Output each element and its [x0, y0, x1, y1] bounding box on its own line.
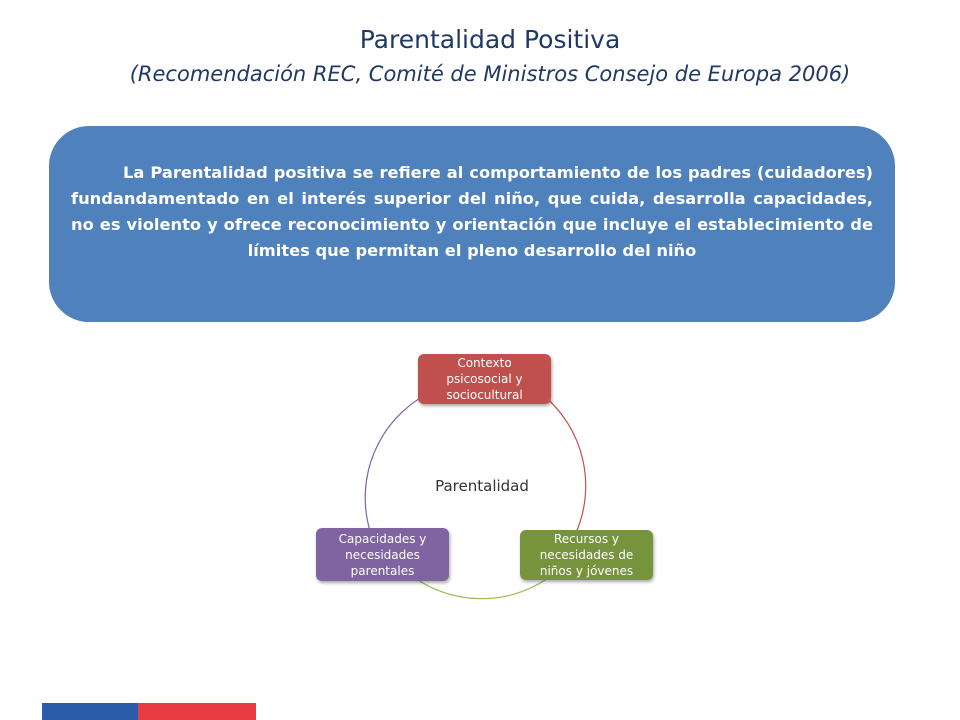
slide-subtitle: (Recomendación REC, Comité de Ministros Consejo de Europa 2006)	[129, 62, 851, 86]
flag-bar-blue	[42, 703, 138, 720]
node-capacidades	[316, 528, 449, 581]
definition-box	[49, 126, 895, 322]
flag-bar-red	[138, 703, 256, 720]
slide-title: Parentalidad Positiva	[359, 25, 621, 54]
parentalidad-cycle-diagram	[300, 345, 680, 635]
cycle-arc-red	[543, 395, 586, 535]
node-contexto-label: Contexto psicosocial y sociocultural	[446, 356, 523, 402]
definition-text: La Parentalidad positiva se refiere al comportamiento de los padres (cuidadores) fundandamentado en el interés superior del niño, que cuida, desarrolla capacidades, no es violento y ofrece reconocimiento y orientación que incluye el establecimiento de límites que permitan el pleno desarrollo del niño	[71, 163, 873, 260]
node-recursos-label: Recursos y necesidades de niños y jóvenes	[539, 532, 634, 578]
node-recursos	[520, 530, 653, 580]
center-label: Parentalidad	[435, 477, 529, 495]
cycle-arc-purple	[365, 394, 427, 531]
node-capacidades-label: Capacidades y necesidades parentales	[338, 531, 427, 578]
node-contexto	[418, 354, 551, 404]
